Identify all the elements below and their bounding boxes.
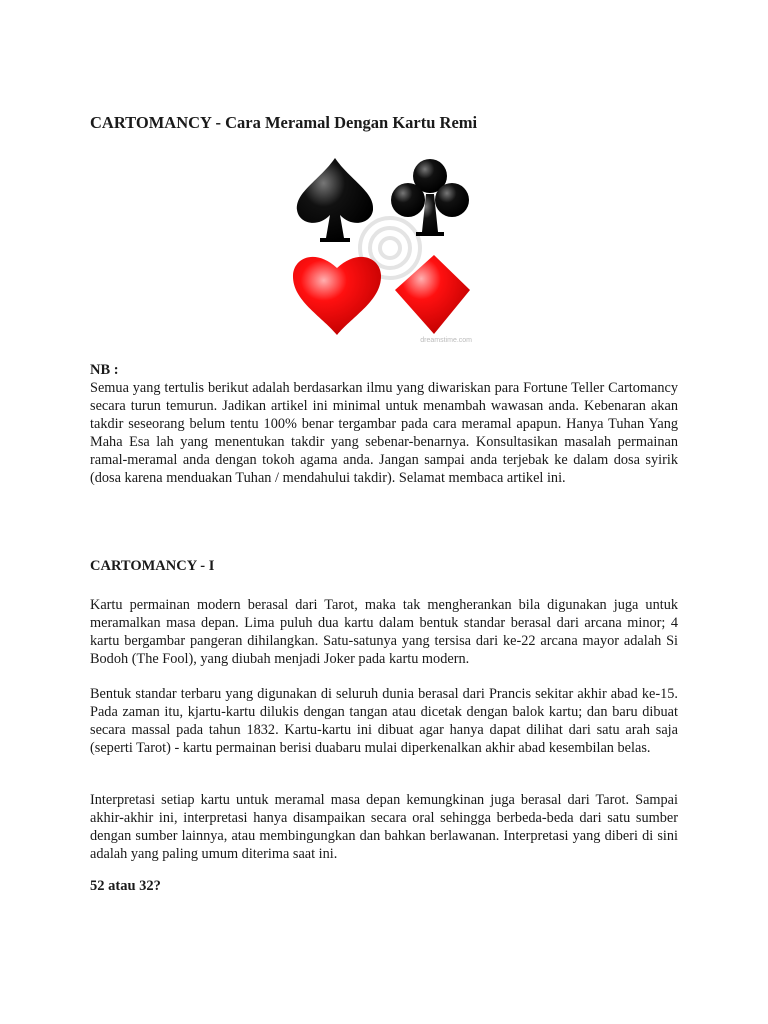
diamond-icon [395,255,470,334]
section1-heading: CARTOMANCY - I [90,558,215,574]
paragraph-text: Bentuk standar terbaru yang digunakan di seluruh dunia berasal dari Prancis sekitar akhir abad ke-15. Pada zaman itu, kjartu-kartu dilukis dengan tangan atau dicetak dengan balok kartu; dan baru dibuat secara massal pada tahun 1832. Kartu-kartu ini dibuat agar hanya dapat dilihat dari satu arah saja (seperti Tarot) - kartu permainan berisi duabaru mulai diperkenalkan akhir abad kesembilan belas. [90,686,678,756]
paragraph-text: Kartu permainan modern berasal dari Tarot, maka tak mengherankan bila digunakan juga untuk meramalkan masa depan. Lima puluh dua kartu dalam bentuk standar berasal dari arcana minor; 4 kartu bergambar pangeran dihilangkan. Satu-satunya yang tersisa dari ke-22 arcana mayor adalah Si Bodoh (The Fool), yang diubah menjadi Joker pada kartu modern. [90,597,678,667]
section1-paragraph-2 [90,685,678,757]
document-title: CARTOMANCY - Cara Meramal Dengan Kartu Remi [90,113,478,132]
section1-paragraph-1 [90,596,678,668]
spade-icon [297,158,373,242]
section1-paragraph-3 [90,791,678,863]
image-watermark: dreamstime.com [420,337,472,344]
heart-icon [293,257,381,335]
section2-heading: 52 atau 32? [90,878,161,894]
nb-heading: NB : [90,362,119,378]
card-suits-image [290,150,480,350]
card-suits-graphic [290,150,480,350]
nb-text: Semua yang tertulis berikut adalah berdasarkan ilmu yang diwariskan para Fortune Teller Cartomancy secara turun temurun. Jadikan artikel ini minimal untuk menambah wawasan anda. Kebenaran akan takdir seseorang belum tentu 100% benar tergambar pada cara meramal apapun. Hanya Tuhan Yang Maha Esa lah yang menentukan takdir yang sebenar-benarnya. Konsultasikan masalah permainan ramal-meramal anda dengan tokoh agama anda. Jangan sampai anda terjebak ke dalam dosa syirik (dosa karena menduakan Tuhan / mendahului takdir). Selamat membaca artikel ini. [90,380,678,486]
nb-paragraph [90,379,678,487]
club-icon [391,159,469,236]
paragraph-text: Interpretasi setiap kartu untuk meramal masa depan kemungkinan juga berasal dari Tarot. Sampai akhir-akhir ini, interpretasi hanya disampaikan secara oral sehingga berbeda-beda dari satu sumber dengan sumber lainnya, atau membingungkan dan bahkan berlawanan. Interpretasi yang diberi di sini adalah yang paling umum diterima saat ini. [90,792,678,862]
